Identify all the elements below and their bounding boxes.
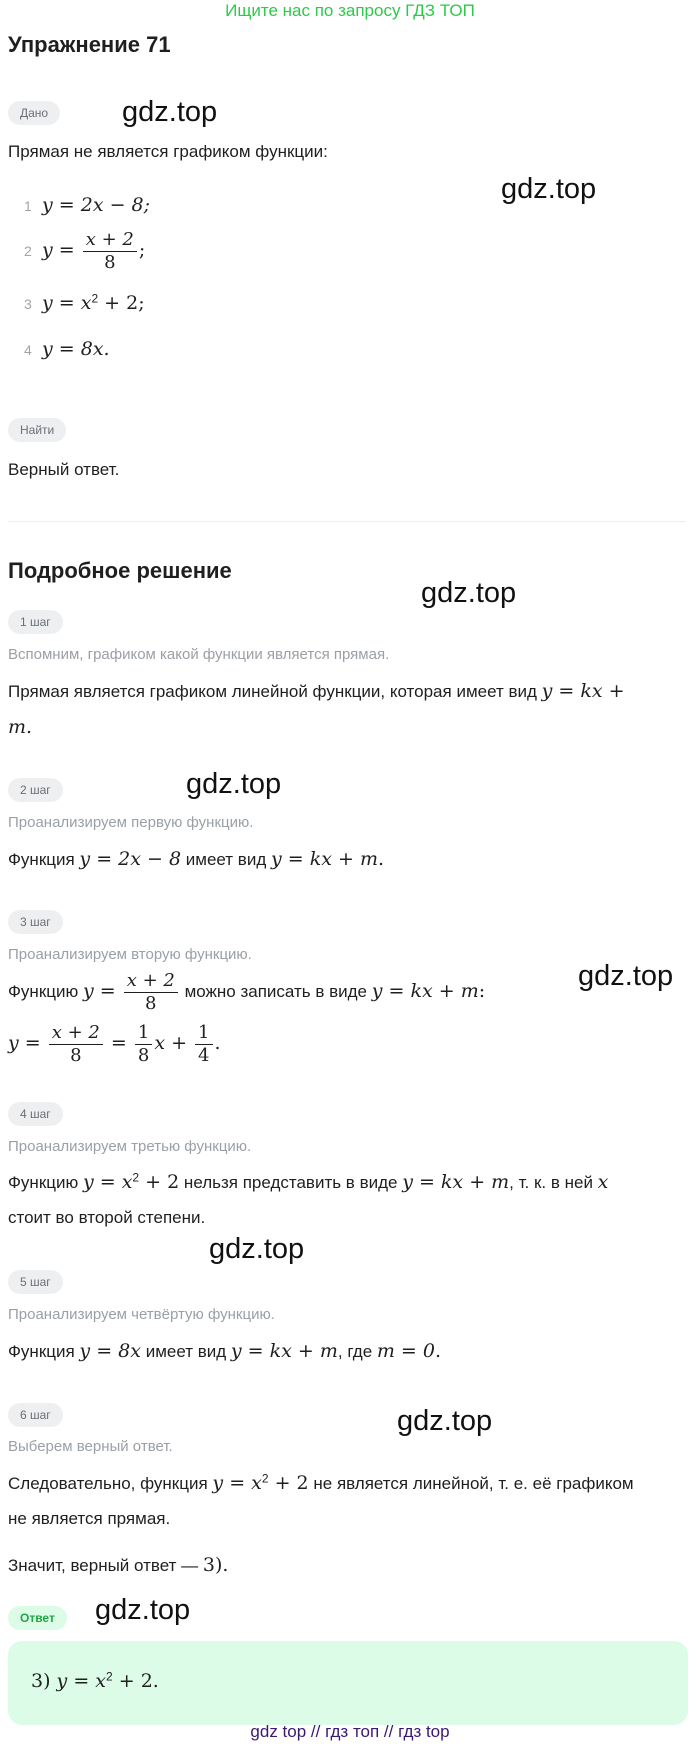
step-text: Функция [8, 850, 80, 869]
fraction: $\frac{x + 2}{8}$ [83, 229, 137, 274]
option-3 [24, 292, 145, 315]
top-banner: Ищите нас по запросу ГДЗ ТОП [225, 1, 475, 20]
step-4-chip: 4 шаг [8, 1102, 63, 1126]
step-5-hint: Проанализируем четвёртую функцию. [8, 1306, 275, 1323]
step-text: Функция [8, 1342, 80, 1361]
step-3-hint: Проанализируем вторую функцию. [8, 946, 252, 963]
step-4-hint: Проанализируем третью функцию. [8, 1138, 252, 1155]
step-text: Следовательно, функция [8, 1474, 213, 1493]
step-math: x + [154, 1031, 194, 1054]
option-1 [24, 194, 150, 217]
answer-math: y = x [50, 1670, 107, 1692]
find-chip: Найти [8, 418, 66, 442]
answer-math: + 2. [112, 1670, 159, 1692]
given-chip: Дано [8, 101, 60, 125]
fraction: $\frac{x + 2}{8}$ [124, 970, 178, 1015]
step-text: нельзя представить в виде [179, 1173, 403, 1192]
step-math: y = 8x [79, 1340, 141, 1362]
step-math: y [8, 1031, 19, 1054]
answer-math: 3) [31, 1670, 51, 1692]
option-number: 1 [24, 198, 32, 214]
fraction: $\frac{1}{4}$ [195, 1022, 212, 1067]
step-math: y = kx + [541, 680, 625, 702]
step-math: 3) [202, 1554, 223, 1576]
watermark: gdz.top [578, 960, 674, 992]
step-text: Функцию [8, 981, 83, 1001]
step-math: = [104, 1031, 133, 1054]
option-number: 2 [24, 242, 32, 259]
step-6-line-2: не является прямая. [8, 1509, 171, 1528]
watermark: gdz.top [209, 1233, 305, 1265]
option-math: y [42, 194, 53, 216]
option-number: 3 [24, 296, 32, 312]
step-math: y = x [212, 1472, 262, 1494]
step-math: + 2 [268, 1472, 309, 1494]
exponent: 2 [106, 1669, 113, 1684]
option-math: = [52, 194, 81, 216]
solution-title: Подробное решение [8, 558, 232, 583]
option-math: 2x − 8; [80, 194, 151, 216]
step-math: y = 2x − 8 [79, 848, 182, 870]
step-text: , т. к. в ней [509, 1173, 598, 1192]
answer-chip: Ответ [8, 1606, 67, 1630]
exponent: 2 [261, 1471, 269, 1486]
step-text: . [434, 1340, 442, 1362]
step-2-chip: 2 шаг [8, 778, 63, 802]
step-math: m [8, 716, 27, 738]
watermark: gdz.top [501, 173, 597, 205]
step-4-line-2: стоит во второй степени. [8, 1208, 206, 1227]
step-1-chip: 1 шаг [8, 610, 63, 634]
footer-links: gdz top // гдз топ // гдз top [250, 1722, 450, 1741]
step-text: . [26, 716, 33, 738]
step-text: Функцию [8, 1173, 83, 1192]
option-math: = [52, 238, 81, 261]
step-text: не является линейной, т. е. её графиком [308, 1474, 634, 1493]
step-2-hint: Проанализируем первую функцию. [8, 814, 254, 831]
step-math: = [18, 1031, 47, 1054]
step-6-chip: 6 шаг [8, 1403, 63, 1427]
option-math: x [80, 292, 92, 314]
step-6-hint: Выберем верный ответ. [8, 1438, 173, 1455]
step-math: y [82, 979, 94, 1002]
exponent: 2 [91, 291, 99, 306]
step-math: m = 0 [376, 1340, 435, 1362]
option-math: = [52, 338, 81, 360]
step-text: . [222, 1554, 229, 1576]
option-4 [24, 338, 110, 361]
step-text: . [214, 1031, 221, 1054]
step-3-line-2 [8, 1022, 221, 1067]
step-5-chip: 5 шаг [8, 1270, 63, 1294]
step-text: Прямая является графиком линейной функции, которая имеет вид [8, 682, 542, 701]
step-math: x [597, 1171, 609, 1193]
watermark: gdz.top [95, 1594, 191, 1626]
step-1-line-1 [8, 680, 625, 703]
find-text: Верный ответ. [8, 460, 120, 479]
page-title: Упражнение 71 [8, 32, 171, 57]
option-math: 8x. [80, 338, 110, 360]
step-text: имеет вид [140, 1342, 231, 1361]
step-2-line [8, 848, 384, 871]
fraction: $\frac{1}{8}$ [135, 1022, 152, 1067]
step-text: можно записать в виде [179, 981, 372, 1001]
step-math: y = kx + m [230, 1340, 338, 1362]
option-2 [24, 229, 145, 274]
step-6-line-3 [8, 1554, 228, 1577]
step-3-line-1 [8, 970, 485, 1015]
watermark: gdz.top [421, 577, 517, 609]
option-number: 4 [24, 342, 32, 358]
step-3-chip: 3 шаг [8, 910, 63, 934]
step-math: y = kx + m [371, 979, 479, 1002]
step-text: , где [337, 1342, 377, 1361]
fraction: $\frac{x + 2}{8}$ [49, 1022, 103, 1067]
answer-text [31, 1670, 159, 1693]
step-1-line-2 [8, 716, 32, 739]
option-math: ; [138, 238, 146, 261]
step-math: + 2 [139, 1171, 180, 1193]
step-4-line-1 [8, 1171, 608, 1194]
step-6-line-1 [8, 1472, 634, 1495]
step-5-line [8, 1340, 441, 1363]
step-math: y = kx + m [402, 1171, 510, 1193]
option-math: = [52, 292, 81, 314]
step-text: Значит, верный ответ — [8, 1556, 203, 1575]
given-question: Прямая не является графиком функции: [8, 142, 328, 161]
watermark: gdz.top [186, 768, 282, 800]
option-math: y [42, 238, 53, 261]
divider [8, 521, 686, 522]
watermark: gdz.top [122, 96, 218, 128]
watermark: gdz.top [397, 1405, 493, 1437]
step-text: . [377, 848, 385, 870]
step-1-hint: Вспомним, графиком какой функции является прямая. [8, 646, 390, 663]
option-math: y [42, 338, 53, 360]
option-math: y [42, 292, 53, 314]
step-math: y = kx + m [270, 848, 378, 870]
step-text: имеет вид [181, 850, 271, 869]
step-math: y = x [82, 1171, 133, 1193]
exponent: 2 [132, 1170, 140, 1185]
option-math: + 2; [98, 292, 145, 314]
step-math: = [93, 979, 122, 1002]
step-text: : [478, 979, 486, 1002]
